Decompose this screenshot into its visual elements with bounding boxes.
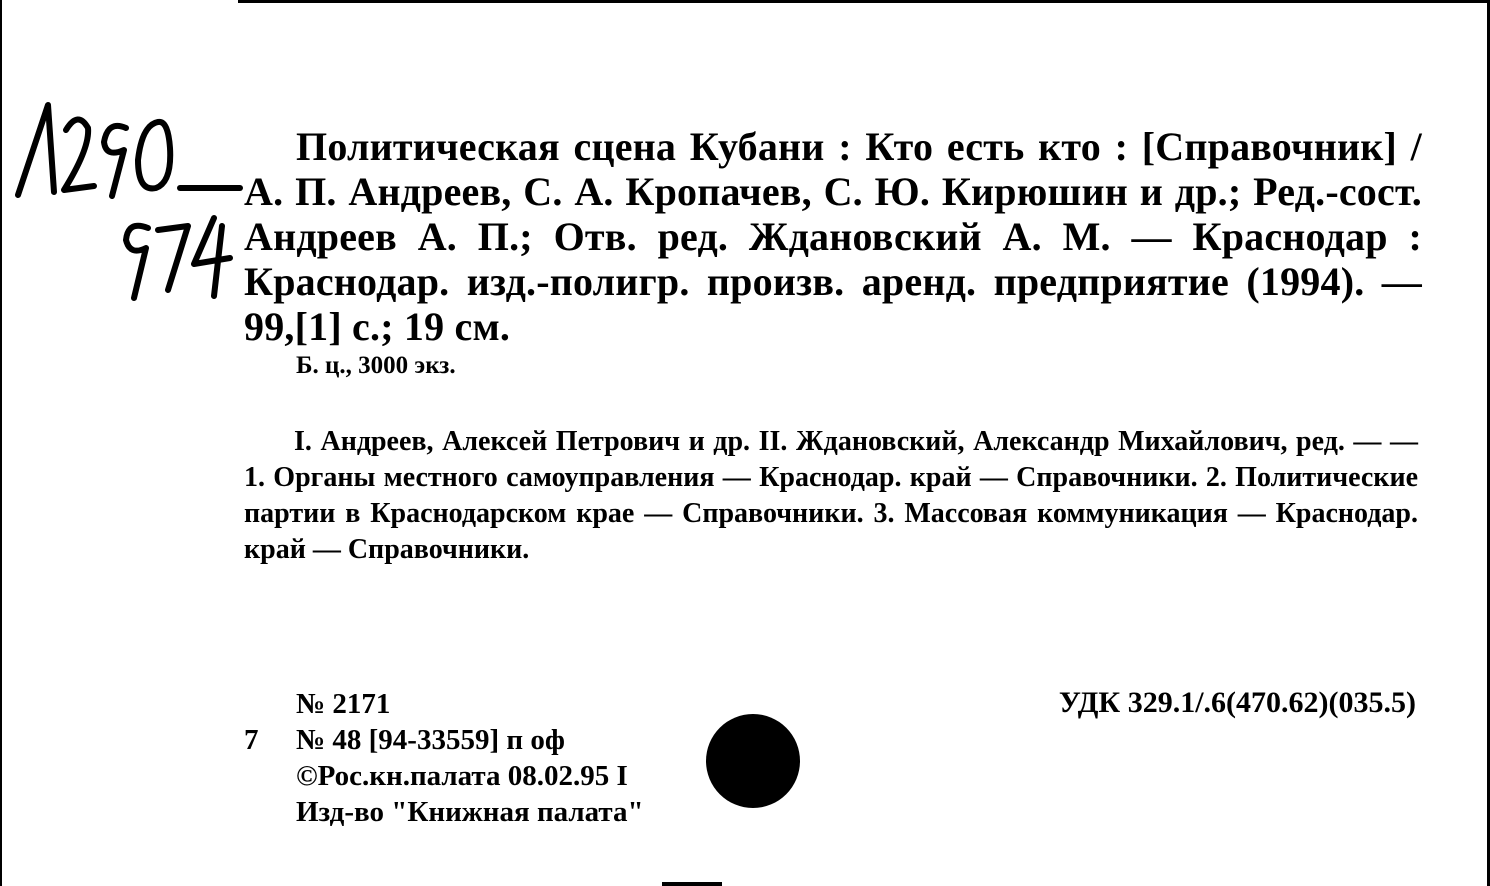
subject-tracing: I. Андреев, Алексей Петрович и др. II. Ждановский, Александр Михайлович, ред. — — 1. Органы местного самоуправления — Краснодар. край — Справочники. 2. Политические партии в Краснодарском крае — Справочники. 3. Массовая коммуникация — Краснодар. край — Справочники. <box>244 426 1418 565</box>
registration-number: № 2171 <box>296 688 391 720</box>
registration-publisher: Изд-во "Книжная палата" <box>296 796 644 828</box>
price-and-print-run: Б. ц., 3000 экз. <box>296 352 456 379</box>
registration-line-2-prefix: 7 <box>244 724 259 756</box>
card-punch-hole <box>706 714 800 808</box>
registration-line-2 <box>244 722 644 758</box>
handwritten-shelf-mark <box>8 100 243 310</box>
card-top-edge <box>238 0 1490 3</box>
udc-classification: УДК 329.1/.6(470.62)(035.5) <box>1058 686 1416 719</box>
bottom-edge-mark <box>662 882 722 886</box>
registration-chamber-date: ©Рос.кн.палата 08.02.95 I <box>296 760 628 792</box>
registration-line-2-text: № 48 [94-33559] п оф <box>296 724 565 756</box>
card-left-edge <box>0 0 2 886</box>
registration-block <box>244 686 644 830</box>
bibliographic-main-entry: Политическая сцена Кубани : Кто есть кто : [Справочник] / А. П. Андреев, С. А. Кропачев, С. Ю. Кирюшин и др.; Ред.-сост. Андреев А. П.; Отв. ред. Ждановский А. М. — Краснодар : Краснодар. изд.-полигр. произв. аренд. предприятие (1994). — 99,[1] с.; 19 см. <box>244 124 1422 349</box>
